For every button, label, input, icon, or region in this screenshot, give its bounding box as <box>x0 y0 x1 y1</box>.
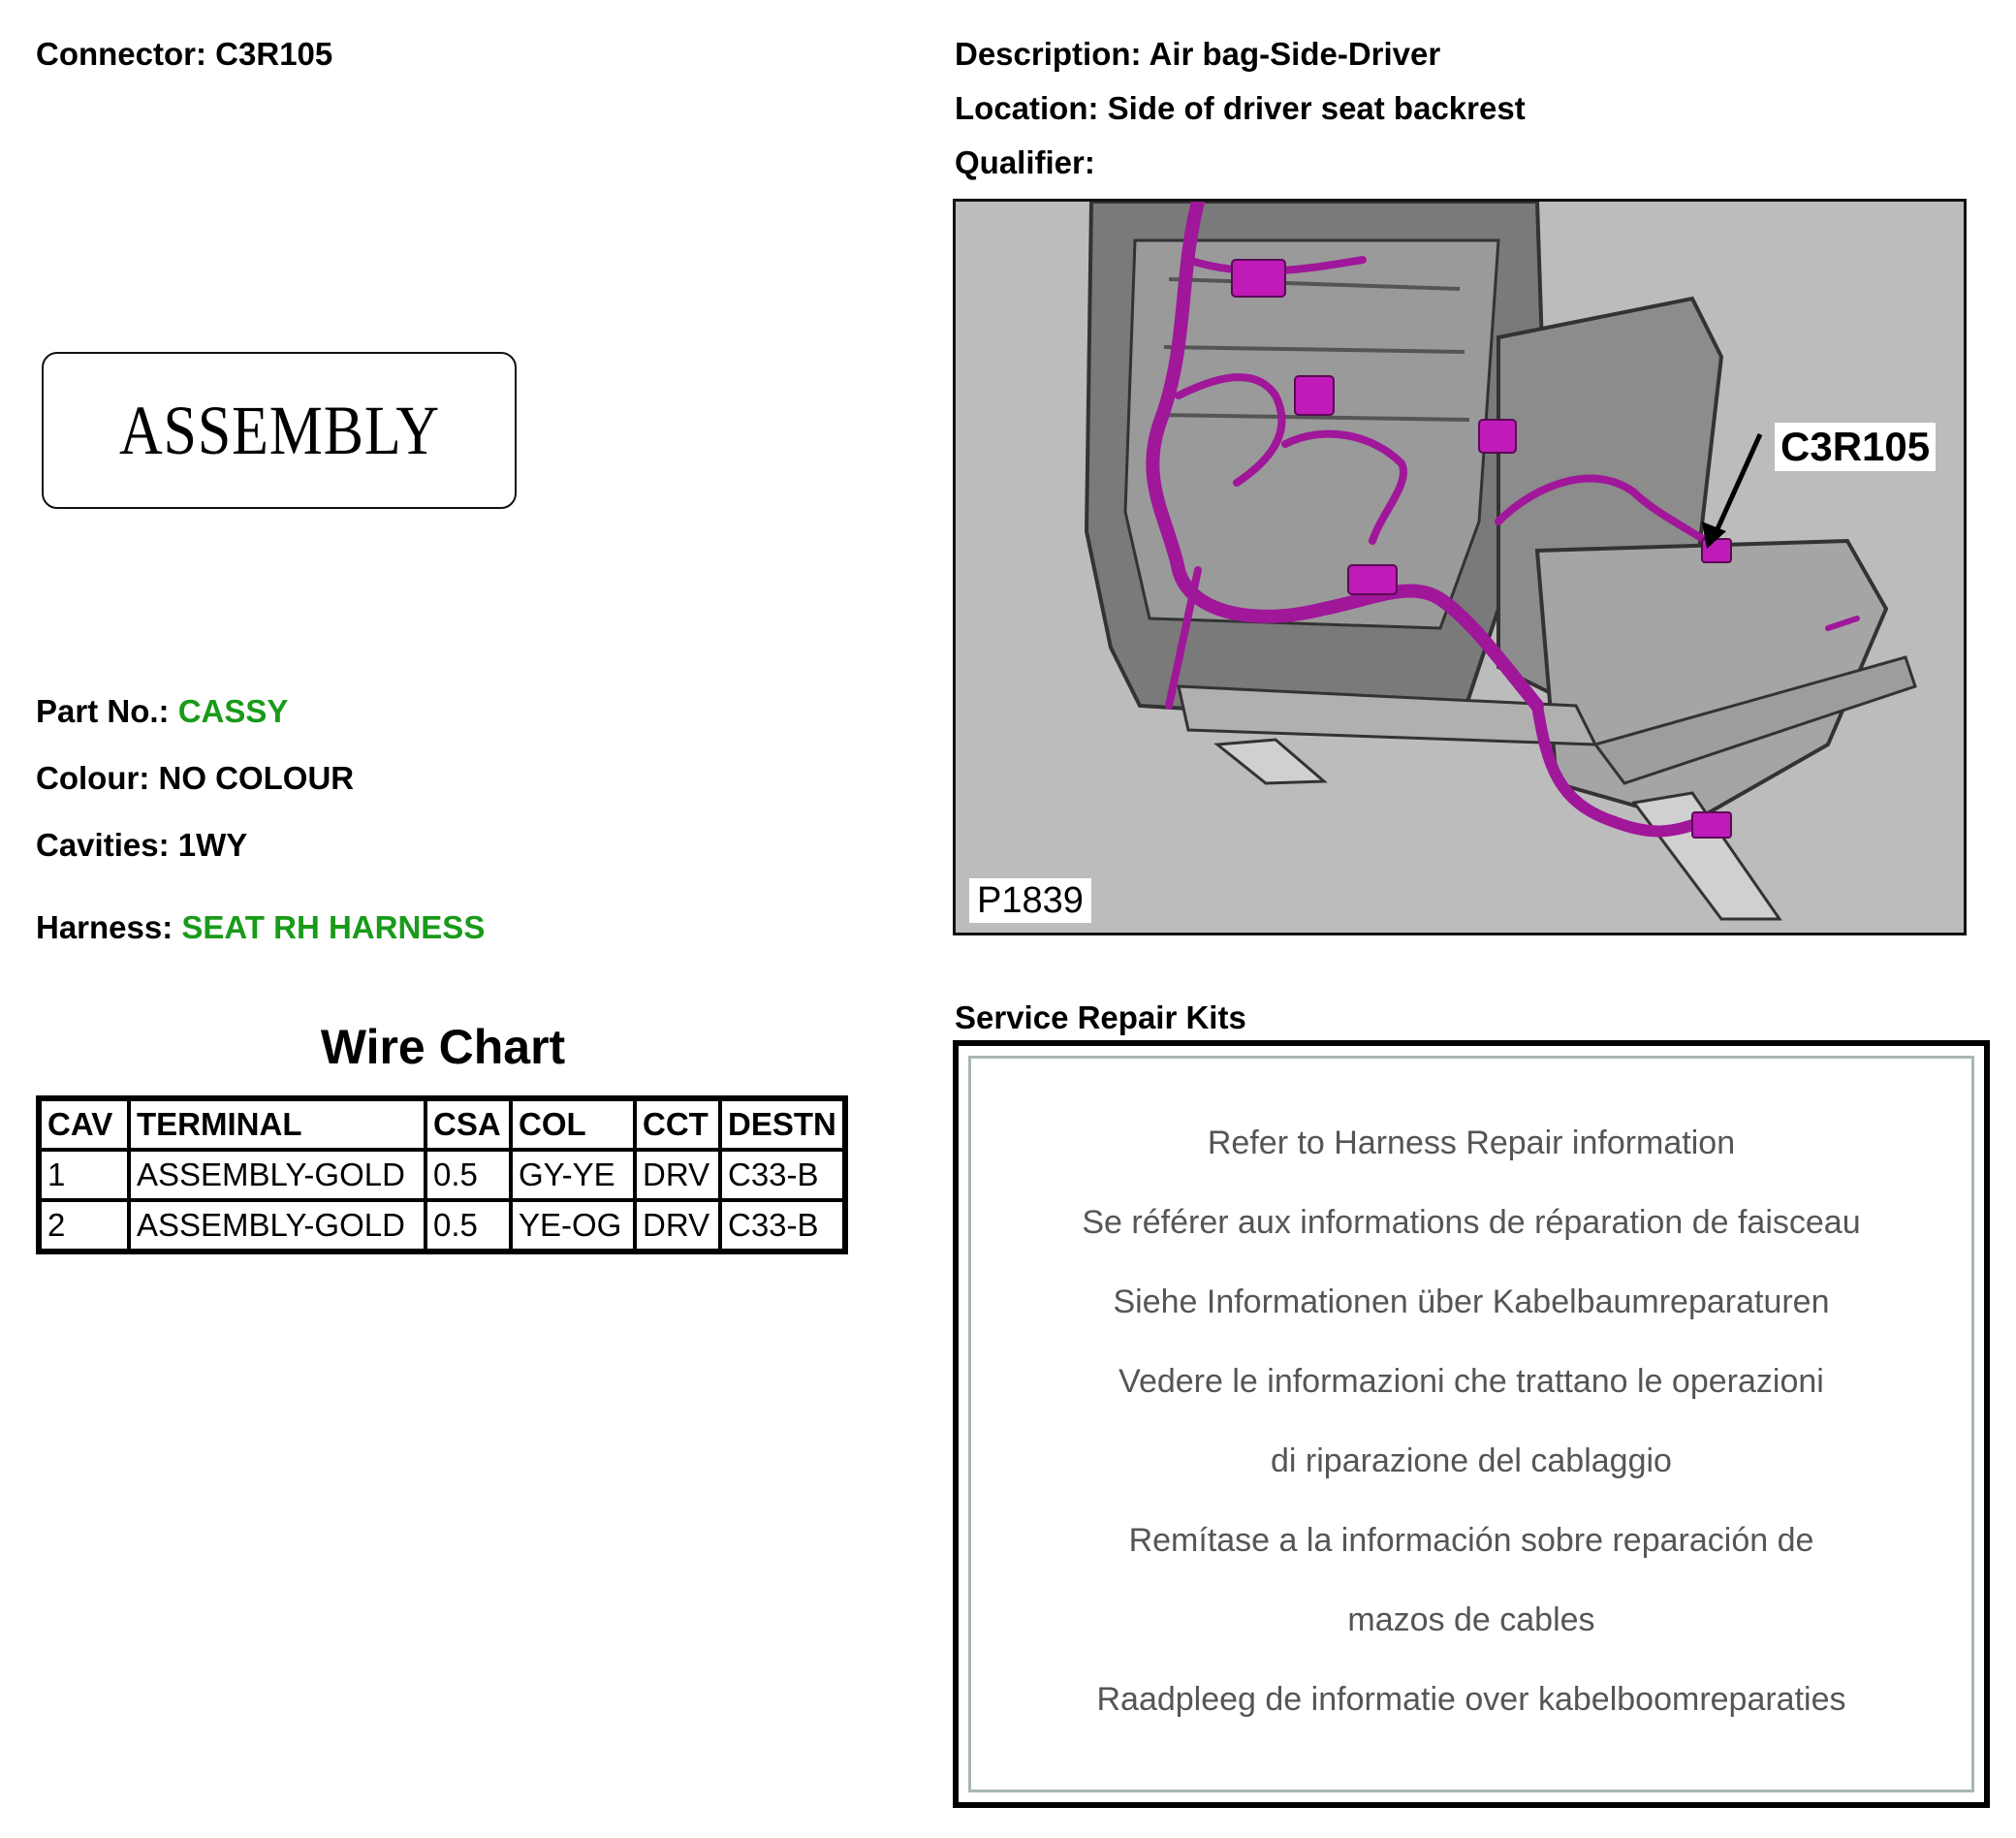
service-repair-kits-box <box>953 1040 1990 1808</box>
kits-line-es-2: mazos de cables <box>1347 1601 1595 1638</box>
figure-id-label: P1839 <box>969 878 1091 923</box>
cell-cct: DRV <box>635 1150 720 1200</box>
cell-terminal: ASSEMBLY-GOLD <box>129 1200 425 1252</box>
kits-line-es-1: Remítase a la información sobre reparación de <box>1128 1522 1814 1559</box>
colour-label: Colour: <box>36 760 150 796</box>
part-no-field <box>36 692 288 731</box>
cell-terminal: ASSEMBLY-GOLD <box>129 1150 425 1200</box>
assembly-box <box>42 352 517 509</box>
cell-cct: DRV <box>635 1200 720 1252</box>
connector-callout: C3R105 <box>1775 423 1936 471</box>
description-value: Air bag-Side-Driver <box>1149 36 1441 72</box>
part-no-label: Part No.: <box>36 693 170 729</box>
harness-label: Harness: <box>36 909 173 945</box>
col-header-col: COL <box>511 1098 635 1150</box>
service-repair-kits-panel <box>968 1056 1974 1792</box>
kits-line-de: Siehe Informationen über Kabelbaumreparaturen <box>1113 1283 1830 1320</box>
cell-destn: C33-B <box>720 1200 845 1252</box>
harness-link[interactable]: SEAT RH HARNESS <box>181 909 486 945</box>
col-header-cav: CAV <box>39 1098 129 1150</box>
location-figure <box>953 199 1967 935</box>
qualifier-field <box>955 143 1095 182</box>
cell-cav: 1 <box>39 1150 129 1200</box>
connector-label: Connector: <box>36 36 206 72</box>
table-row <box>39 1150 845 1200</box>
col-header-destn: DESTN <box>720 1098 845 1150</box>
wire-chart-title: Wire Chart <box>320 1020 566 1074</box>
cavities-value: 1WY <box>177 827 248 863</box>
connector-field <box>36 35 332 74</box>
kits-line-it-2: di riparazione del cablaggio <box>1271 1442 1672 1479</box>
connector-value: C3R105 <box>215 36 333 72</box>
colour-value: NO COLOUR <box>158 760 355 796</box>
wire-chart-table <box>36 1095 848 1254</box>
col-header-cct: CCT <box>635 1098 720 1150</box>
cell-destn: C33-B <box>720 1150 845 1200</box>
location-label: Location: <box>955 90 1099 126</box>
location-field <box>955 89 1526 128</box>
kits-line-it-1: Vedere le informazioni che trattano le operazioni <box>1118 1363 1824 1400</box>
description-field <box>955 35 1440 74</box>
col-header-csa: CSA <box>425 1098 511 1150</box>
assembly-text: ASSEMBLY <box>118 391 440 469</box>
harness-field <box>36 908 485 947</box>
table-row <box>39 1200 845 1252</box>
qualifier-label: Qualifier: <box>955 144 1095 180</box>
service-repair-kits-title: Service Repair Kits <box>955 999 1246 1035</box>
cell-col: YE-OG <box>511 1200 635 1252</box>
kits-line-en: Refer to Harness Repair information <box>1207 1125 1736 1161</box>
location-value: Side of driver seat backrest <box>1107 90 1526 126</box>
cell-cav: 2 <box>39 1200 129 1252</box>
colour-field <box>36 759 354 798</box>
col-header-terminal: TERMINAL <box>129 1098 425 1150</box>
description-label: Description: <box>955 36 1142 72</box>
kits-line-nl: Raadpleeg de informatie over kabelboomreparaties <box>1096 1681 1846 1718</box>
part-no-link[interactable]: CASSY <box>177 693 289 729</box>
cell-csa: 0.5 <box>425 1150 511 1200</box>
cavities-field <box>36 826 247 865</box>
seat-harness-illustration <box>956 202 1964 933</box>
cavities-label: Cavities: <box>36 827 170 863</box>
table-header-row <box>39 1098 845 1150</box>
cell-col: GY-YE <box>511 1150 635 1200</box>
kits-line-fr: Se référer aux informations de réparation de faisceau <box>1082 1204 1861 1241</box>
cell-csa: 0.5 <box>425 1200 511 1252</box>
